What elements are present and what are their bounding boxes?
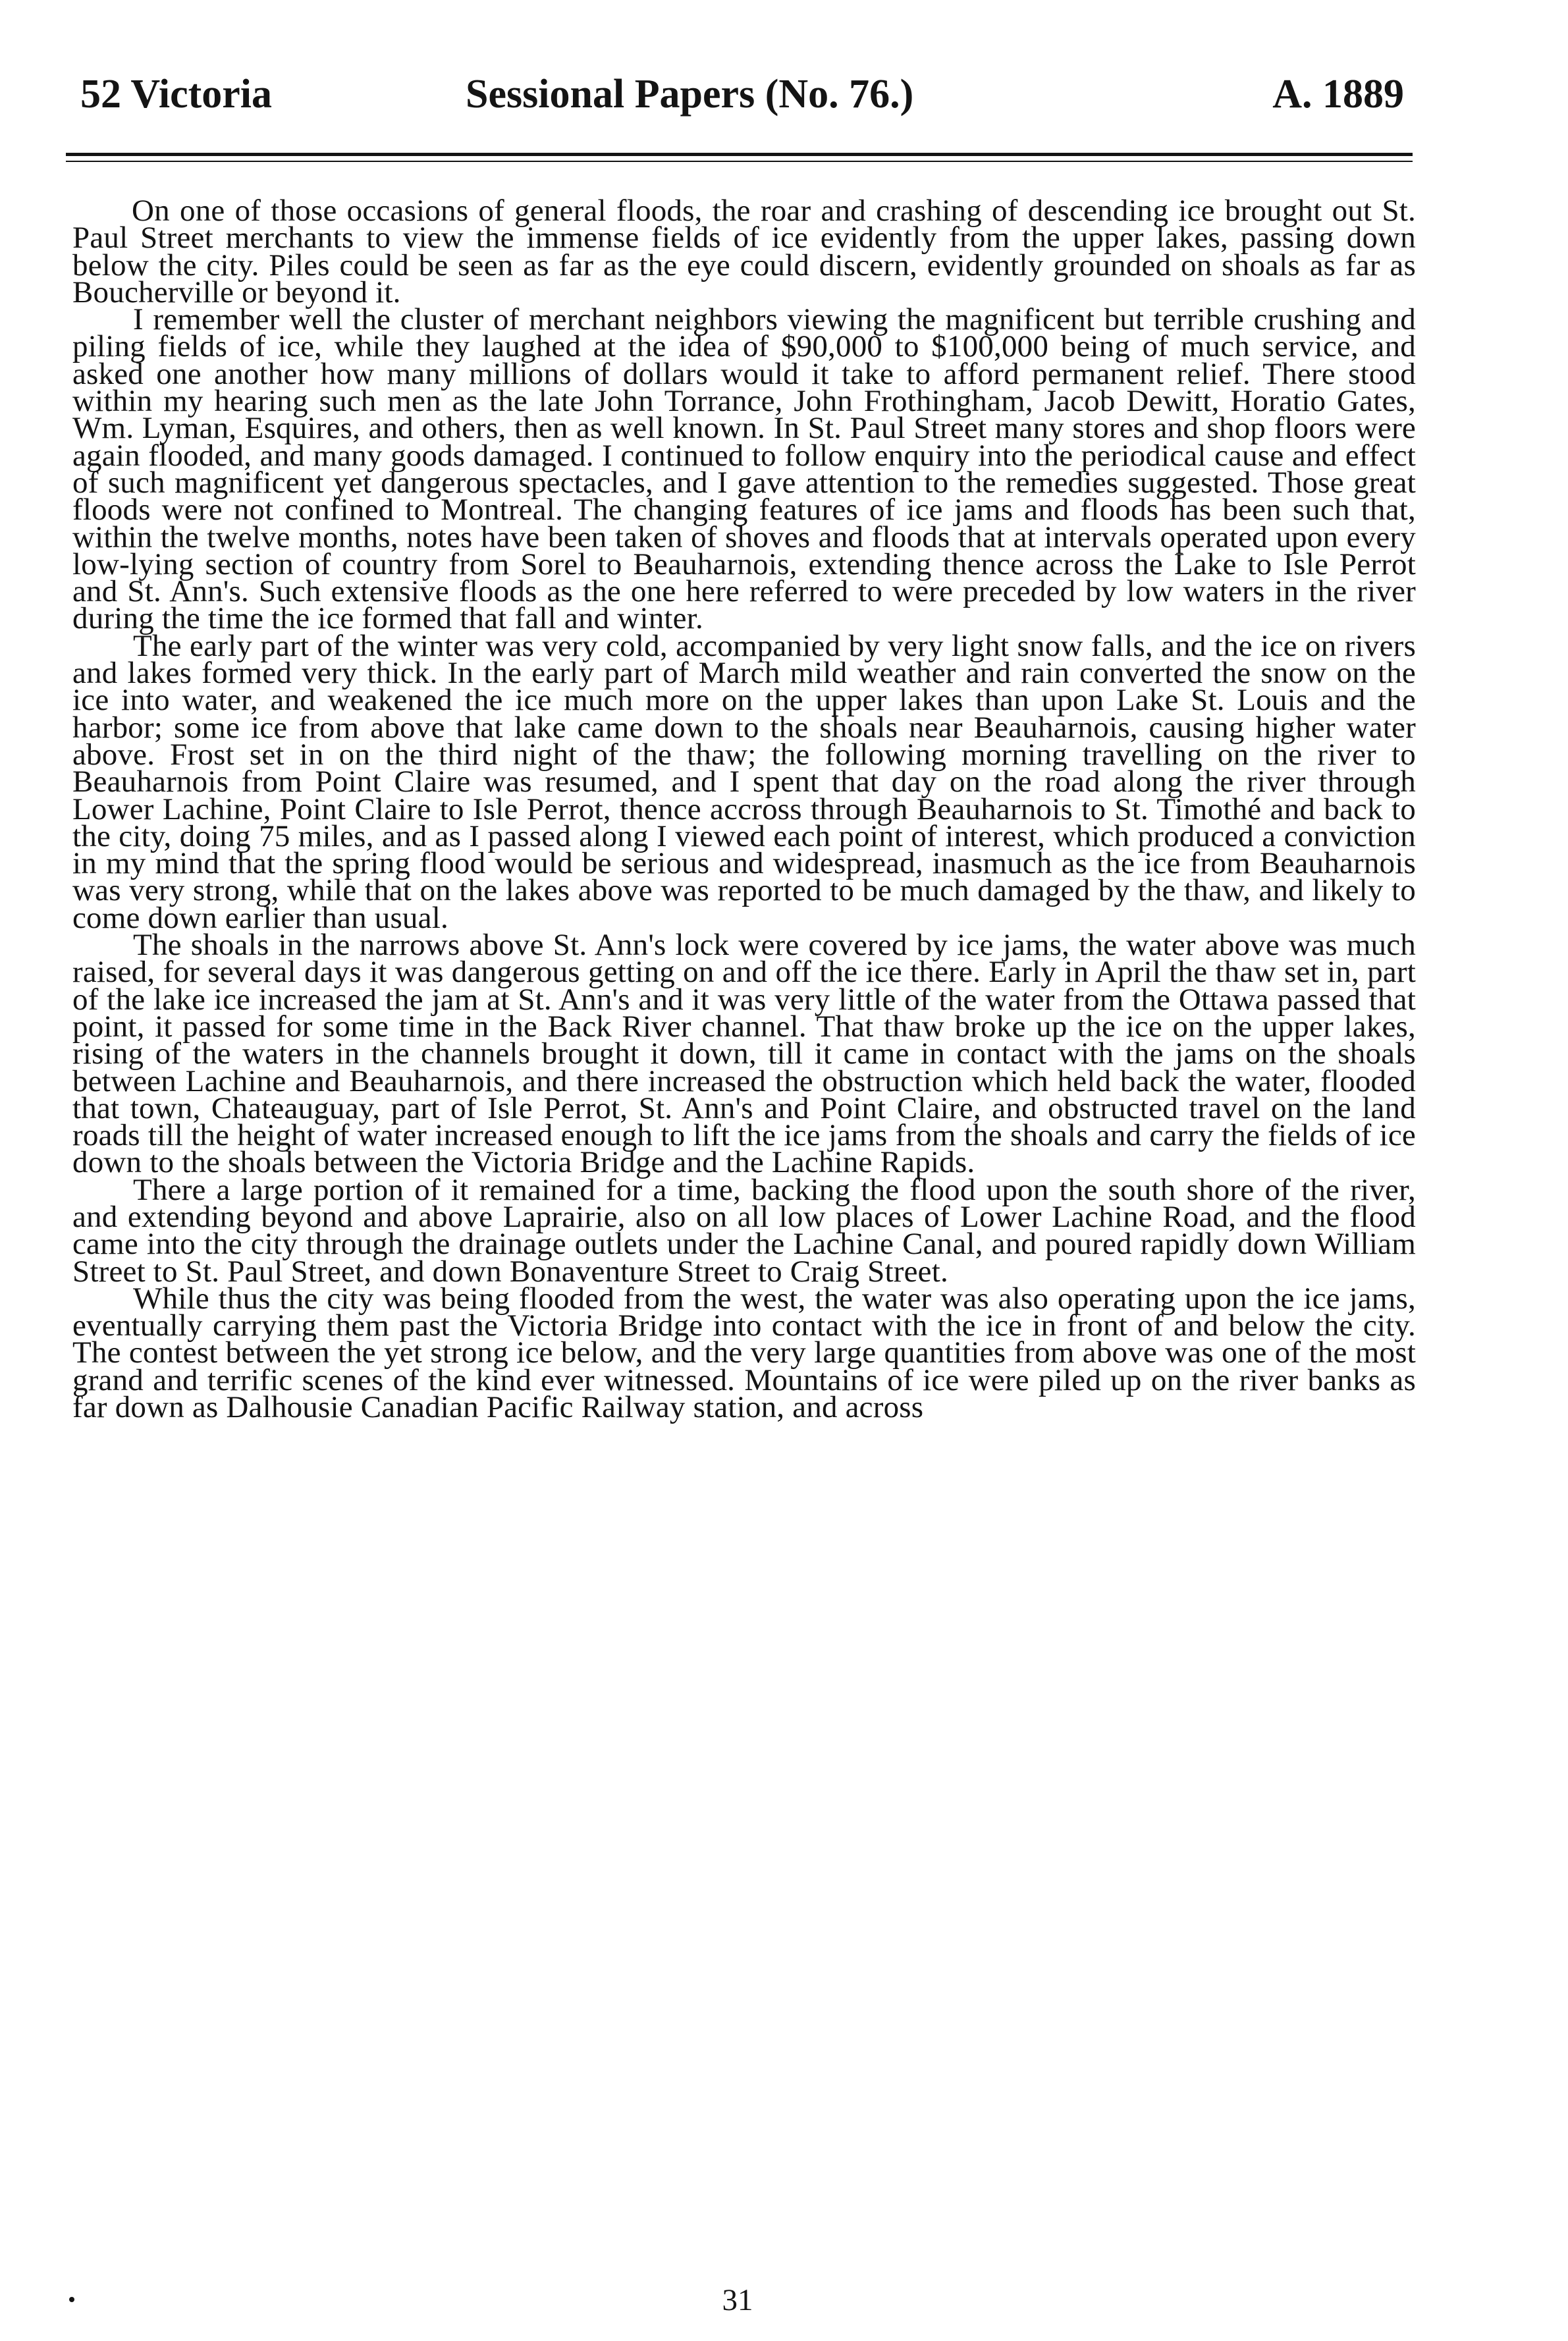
header-rule-thin — [66, 161, 1413, 162]
header-year: A. 1889 — [1272, 72, 1404, 117]
page-header — [80, 71, 1404, 117]
paragraph: There a large portion of it remained for a time, backing the flood upon the south shore of the river, and extending beyond and above Laprairie, also on all low places of Lower Lachine Road, and the flood came into the city through the drainage outlets under the Lachine Canal, and poured rapidly down William Street to St. Paul Street, and down Bonaventure Street to Craig Street. — [72, 1172, 1416, 1289]
paragraph: I remember well the cluster of merchant neighbors viewing the magnificent but terrible crushing and piling fields of ice, while they laughed at the idea of $90,000 to $100,000 being of much service, and asked one another how many millions of dollars would it take to afford permanent relief. There stood within my hearing such men as the late John Torrance, John Frothingham, Jacob Dewitt, Horatio Gates, Wm. Lyman, Esquires, and others, then as well known. In St. Paul Street many stores and shop floors were again flooded, and many goods damaged. I continued to follow enquiry into the periodical cause and effect of such magnificent yet dangerous spectacles, and I gave attention to the remedies suggested. Those great floods were not confined to Montreal. The changing features of ice jams and floods has been such that, within the twelve months, notes have been taken of shoves and floods that at intervals operated upon every low-lying section of country from Sorel to Beauharnois, extending thence across the Lake to Isle Perrot and St. Ann's. Such extensive floods as the one here referred to were preceded by low waters in the river during the time the ice formed that fall and winter. — [72, 302, 1416, 636]
paragraph: The shoals in the narrows above St. Ann's lock were covered by ice jams, the water above was much raised, for several days it was dangerous getting on and off the ice there. Early in April the thaw set in, part of the lake ice increased the jam at St. Ann's and it was very little of the water from the Ottawa passed that point, it passed for some time in the Back River channel. That thaw broke up the ice on the upper lakes, rising of the waters in the channels brought it down, till it came in contact with the jams on the shoals between Lachine and Beauharnois, and there increased the obstruction which held back the water, flooded that town, Chateauguay, part of Isle Perrot, St. Ann's and Point Claire, and obstructed travel on the land roads till the height of water increased enough to lift the ice jams from the shoals and carry the fields of ice down to the shoals between the Victoria Bridge and the Lachine Rapids. — [72, 928, 1416, 1180]
print-mark — [69, 2297, 74, 2302]
header-title: Sessional Papers (No. 76.) — [466, 72, 914, 117]
paragraph: The early part of the winter was very cold, accompanied by very light snow falls, and the ice on rivers and lakes formed very thick. In the early part of March mild weather and rain converted the snow on the ice into water, and weakened the ice much more on the upper lakes than upon Lake St. Louis and the harbor; some ice from above that lake came down to the shoals near Beauharnois, causing higher water above. Frost set in on the third night of the thaw; the following morning travelling on the river to Beauharnois from Point Claire was resumed, and I spent that day on the road along the river through Lower Lachine, Point Claire to Isle Perrot, thence accross through Beauharnois to St. Timothé and back to the city, doing 75 miles, and as I passed along I viewed each point of interest, which produced a conviction in my mind that the spring flood would be serious and widespread, inasmuch as the ice from Beauharnois was very strong, while that on the lakes above was reported to be much damaged by the thaw, and likely to come down earlier than usual. — [72, 628, 1416, 935]
page-number: 31 — [722, 2283, 753, 2317]
paragraph: While thus the city was being flooded from the west, the water was also operating upon the ice jams, eventually carrying them past the Victoria Bridge into contact with the ice in front of and below the city. The contest between the yet strong ice below, and the very large quantities from above was one of the most grand and terrific scenes of the kind ever witnessed. Mountains of ice were piled up on the river banks as far down as Dalhousie Canadian Pacific Railway station, and across — [72, 1281, 1416, 1425]
header-rule-thick — [66, 153, 1413, 156]
paragraph: On one of those occasions of general floods, the roar and crashing of descending ice brought out St. Paul Street merchants to view the immense fields of ice evidently from the upper lakes, passing down below the city. Piles could be seen as far as the eye could discern, evidently grounded on shoals as far as Boucherville or beyond it. — [72, 194, 1416, 309]
header-session: 52 Victoria — [80, 72, 272, 117]
body-text — [72, 194, 1416, 1425]
